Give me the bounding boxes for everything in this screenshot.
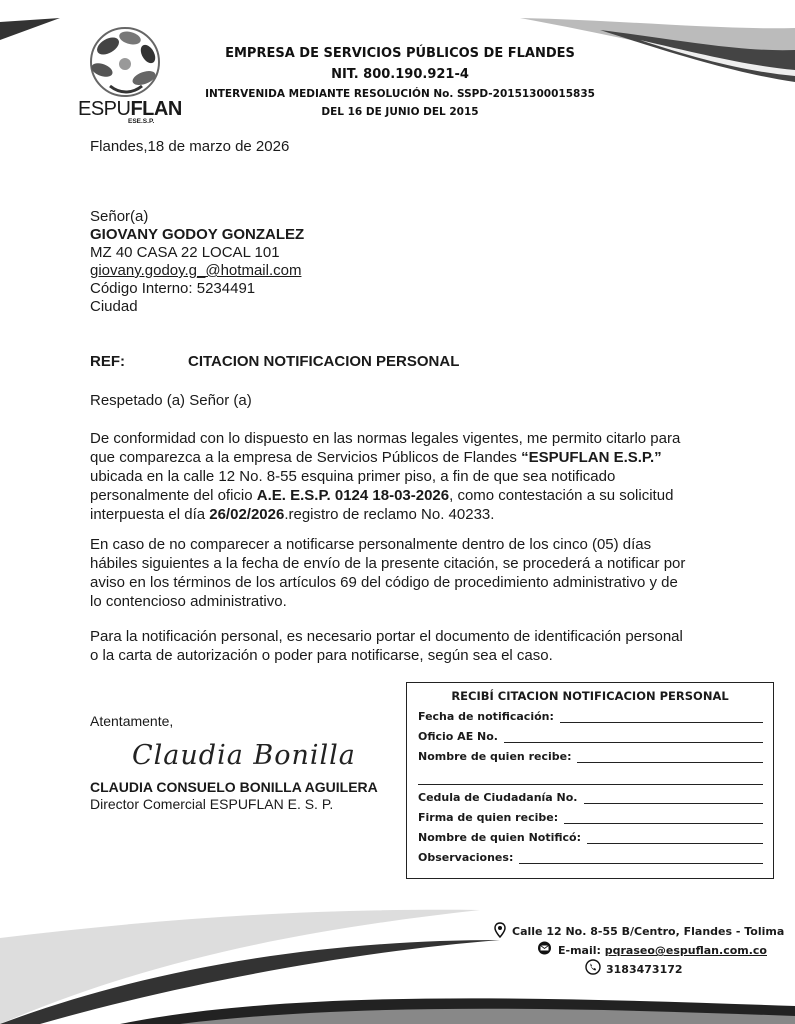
receipt-field-line[interactable] bbox=[519, 853, 763, 864]
logo-text-flan: FLAN bbox=[130, 98, 182, 120]
handwritten-signature: Claudia Bonilla bbox=[132, 740, 356, 771]
closing: Atentamente, bbox=[90, 713, 174, 729]
recipient-name: GIOVANY GODOY GONZALEZ bbox=[90, 226, 305, 243]
request-date: 26/02/2026 bbox=[209, 506, 285, 523]
paragraph-2-line-2: hábiles siguientes a la fecha de envío de la presente citación, se procederá a notificar por bbox=[90, 555, 686, 572]
paragraph-1 bbox=[90, 429, 770, 524]
office-reference: A.E. E.S.P. 0124 18-03-2026 bbox=[256, 487, 450, 504]
receipt-field-line[interactable] bbox=[564, 813, 763, 824]
paragraph-2-line-3: aviso en los términos de los artículos 69 del código de procedimiento administrativo y de bbox=[90, 574, 678, 591]
paragraph-1-line-3: ubicada en la calle 12 No. 8-55 esquina primer piso, a fin de que sea notificado bbox=[90, 468, 616, 485]
paragraph-3 bbox=[90, 627, 770, 665]
mail-icon bbox=[537, 941, 552, 960]
paragraph-1-line-1: De conformidad con lo dispuesto en las normas legales vigentes, me permito citarlo para bbox=[90, 430, 681, 447]
company-nit: NIT. 800.190.921-4 bbox=[331, 67, 469, 82]
paragraph-1-line-5 bbox=[90, 505, 770, 524]
receipt-box bbox=[406, 682, 774, 879]
paragraph-3-line-2: o la carta de autorización o poder para notificarse, según sea el caso. bbox=[90, 647, 553, 664]
footer-email-line bbox=[558, 944, 767, 957]
company-name: EMPRESA DE SERVICIOS PÚBLICOS DE FLANDES bbox=[225, 46, 575, 61]
company-brand: “ESPUFLAN E.S.P.” bbox=[521, 449, 662, 466]
receipt-field-label: Firma de quien recibe: bbox=[418, 811, 559, 824]
receipt-field-id-number[interactable] bbox=[418, 790, 763, 804]
recipient-internal-code: Código Interno: 5234491 bbox=[90, 280, 256, 297]
place-date: Flandes,18 de marzo de 2026 bbox=[90, 138, 290, 155]
receipt-field-notifier-name[interactable] bbox=[418, 830, 763, 844]
signer-title: Director Comercial ESPUFLAN E. S. P. bbox=[90, 796, 334, 812]
ref-subject: CITACION NOTIFICACION PERSONAL bbox=[188, 353, 460, 370]
logo-subtext: ESE.S.P. bbox=[128, 118, 155, 125]
recipient-email: giovany.godoy.g_@hotmail.com bbox=[90, 262, 302, 279]
receipt-field-line[interactable] bbox=[584, 793, 764, 804]
receipt-field-extra-line[interactable] bbox=[418, 771, 763, 785]
receipt-field-receiver-name[interactable] bbox=[418, 749, 763, 763]
ref-label: REF: bbox=[90, 353, 125, 370]
text-segment: , como contestación a su solicitud bbox=[449, 487, 674, 504]
receipt-field-label: Nombre de quien recibe: bbox=[418, 750, 572, 763]
logo-text-espu: ESPU bbox=[78, 98, 131, 120]
receipt-field-label: Observaciones: bbox=[418, 851, 514, 864]
text-segment: interpuesta el día bbox=[90, 506, 210, 523]
paragraph-2 bbox=[90, 535, 770, 611]
text-segment: personalmente del oficio bbox=[90, 487, 257, 504]
receipt-field-line[interactable] bbox=[504, 732, 763, 743]
location-pin-icon bbox=[494, 922, 506, 943]
company-logo bbox=[78, 24, 182, 125]
recipient-title: Señor(a) bbox=[90, 208, 149, 225]
receipt-field-line[interactable] bbox=[560, 712, 763, 723]
text-segment: .registro de reclamo No. 40233. bbox=[284, 506, 495, 523]
receipt-field-label: Fecha de notificación: bbox=[418, 710, 554, 723]
receipt-field-label: Cedula de Ciudadanía No. bbox=[418, 791, 578, 804]
receipt-field-line[interactable] bbox=[577, 752, 763, 763]
footer-phone: 3183473172 bbox=[606, 963, 683, 976]
resolution-date: DEL 16 DE JUNIO DEL 2015 bbox=[321, 106, 479, 118]
signer-name: CLAUDIA CONSUELO BONILLA AGUILERA bbox=[90, 779, 378, 795]
receipt-field-observations[interactable] bbox=[418, 850, 763, 864]
receipt-title: RECIBÍ CITACION NOTIFICACION PERSONAL bbox=[451, 689, 729, 703]
receipt-field-label: Nombre de quien Notificó: bbox=[418, 831, 581, 844]
intervention-resolution: INTERVENIDA MEDIANTE RESOLUCIÓN No. SSPD-20151300015835 bbox=[205, 88, 595, 100]
paragraph-1-line-2 bbox=[90, 448, 770, 467]
text-segment: que comparezca a la empresa de Servicios Públicos de Flandes bbox=[90, 449, 522, 466]
footer-address: Calle 12 No. 8-55 B/Centro, Flandes - Tolima bbox=[512, 925, 785, 938]
recipient-address: MZ 40 CASA 22 LOCAL 101 bbox=[90, 244, 280, 261]
receipt-field-signature[interactable] bbox=[418, 810, 763, 824]
phone-icon bbox=[585, 959, 601, 980]
paragraph-2-line-4: lo contencioso administrativo. bbox=[90, 593, 287, 610]
paragraph-3-line-1: Para la notificación personal, es necesario portar el documento de identificación personal bbox=[90, 628, 683, 645]
footer-email-link[interactable]: pqraseo@espuflan.com.co bbox=[604, 944, 767, 957]
receipt-field-line[interactable] bbox=[587, 833, 763, 844]
paragraph-1-line-4 bbox=[90, 486, 770, 505]
footer-email-label: E-mail: bbox=[558, 944, 605, 957]
paragraph-2-line-1: En caso de no comparecer a notificarse personalmente dentro de los cinco (05) días bbox=[90, 536, 652, 553]
receipt-field-office[interactable] bbox=[418, 729, 763, 743]
receipt-field-label: Oficio AE No. bbox=[418, 730, 498, 743]
receipt-field-line[interactable] bbox=[418, 774, 763, 785]
logo-leaves-icon bbox=[80, 24, 170, 100]
recipient-city: Ciudad bbox=[90, 298, 138, 315]
receipt-field-date[interactable] bbox=[418, 709, 763, 723]
greeting: Respetado (a) Señor (a) bbox=[90, 392, 252, 409]
